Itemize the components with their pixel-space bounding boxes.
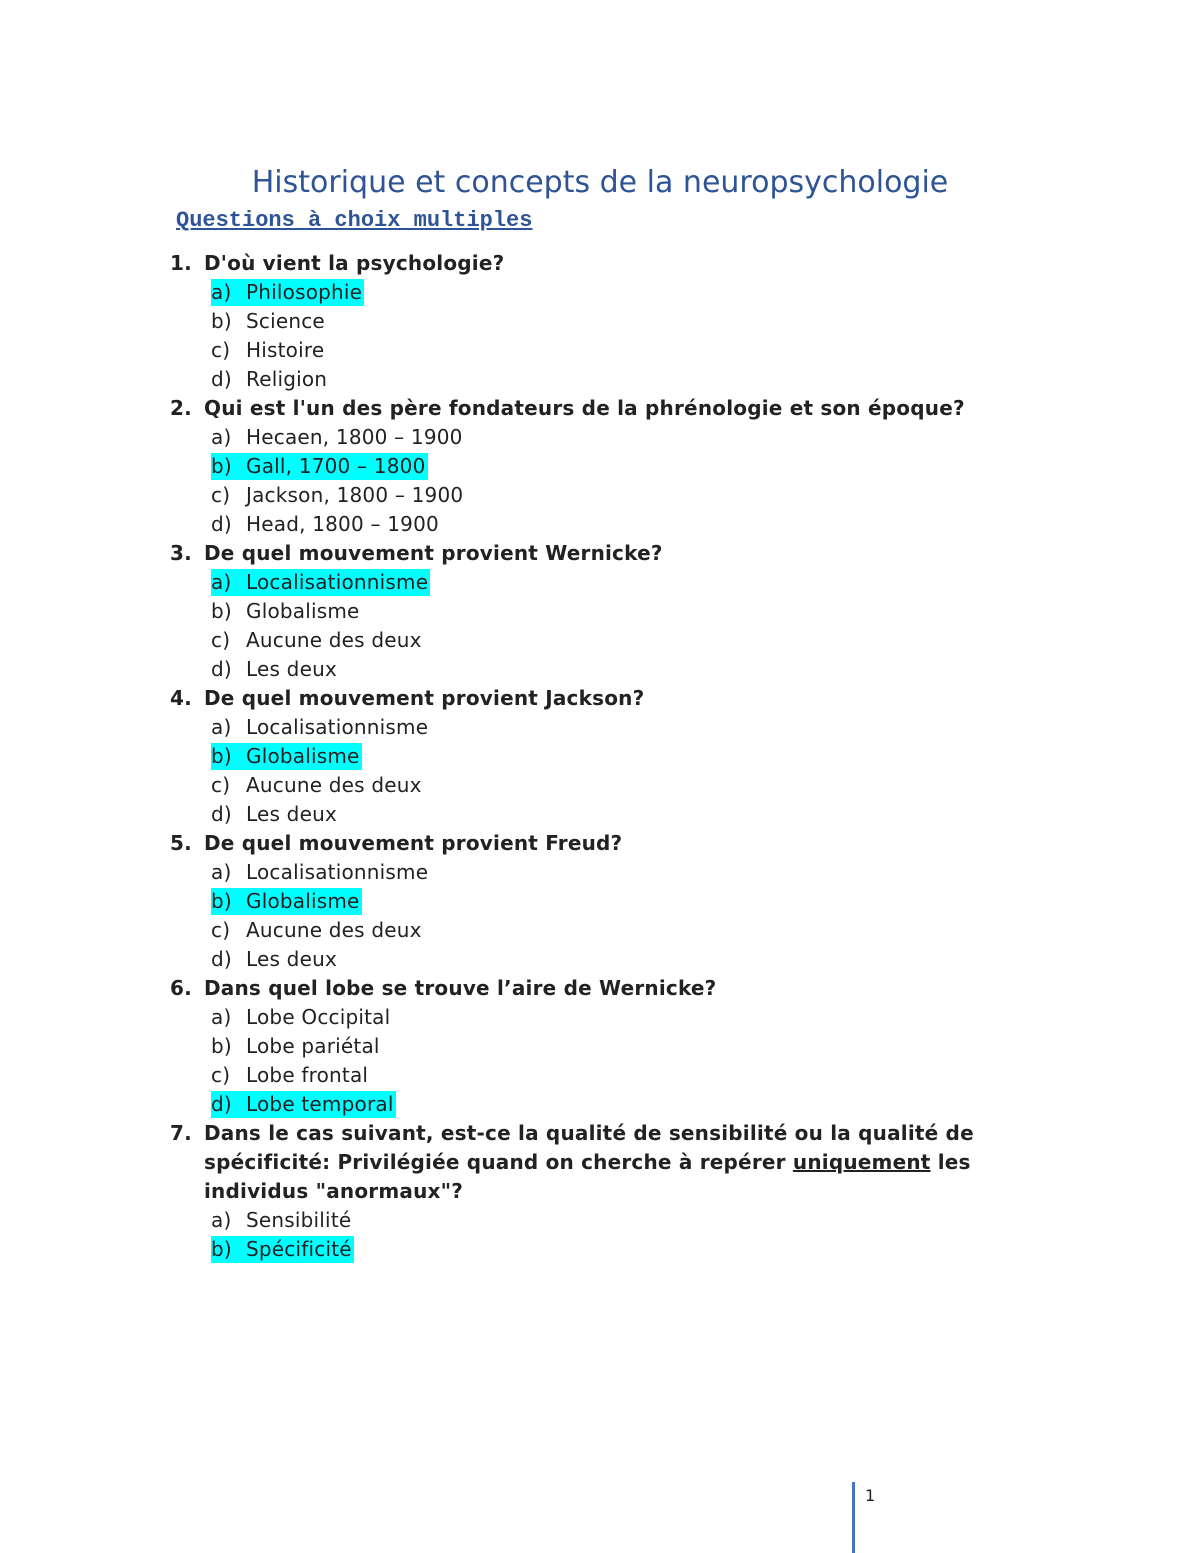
- question-item: [0, 829, 1200, 974]
- answer-text: [211, 482, 465, 509]
- answer-option: [0, 1061, 1200, 1090]
- option-letter: b): [211, 454, 232, 478]
- answer-text: [211, 627, 424, 654]
- answer-text: [211, 424, 465, 451]
- answer-text: [211, 917, 424, 944]
- answer-option: [0, 945, 1200, 974]
- option-label: Localisationnisme: [246, 570, 429, 594]
- answer-options: [0, 278, 1200, 394]
- question-label: Dans quel lobe se trouve l’aire de Wernicke?: [204, 976, 717, 1000]
- option-label: Philosophie: [246, 280, 363, 304]
- option-letter: b): [211, 889, 232, 913]
- answer-text: [211, 859, 430, 886]
- answer-option: [0, 1206, 1200, 1235]
- option-label: Localisationnisme: [246, 715, 429, 739]
- question-label: De quel mouvement provient Freud?: [204, 831, 623, 855]
- answer-text: [211, 366, 329, 393]
- question-text: [0, 1119, 1034, 1206]
- option-letter: c): [211, 338, 231, 362]
- question-number: 7.: [170, 1121, 192, 1145]
- question-number: 3.: [170, 541, 192, 565]
- option-letter: a): [211, 425, 232, 449]
- answer-text: [211, 714, 430, 741]
- answer-option: [0, 510, 1200, 539]
- footer-rule: [852, 1482, 855, 1553]
- option-letter: d): [211, 947, 232, 971]
- option-label: Religion: [246, 367, 328, 391]
- option-label: Lobe Occipital: [246, 1005, 391, 1029]
- option-label: Les deux: [246, 947, 337, 971]
- answer-option: [0, 336, 1200, 365]
- answer-text: [211, 656, 339, 683]
- question-label-end: les individus "anormaux"?: [204, 1150, 971, 1203]
- question-number: 1.: [170, 251, 192, 275]
- question-item: [0, 684, 1200, 829]
- question-label: D'où vient la psychologie?: [204, 251, 505, 275]
- highlighted-answer: [211, 1236, 354, 1263]
- option-letter: a): [211, 1005, 232, 1029]
- highlighted-answer: [211, 279, 364, 306]
- option-letter: d): [211, 657, 232, 681]
- option-label: Globalisme: [246, 889, 360, 913]
- option-label: Science: [246, 309, 325, 333]
- answer-text: [211, 1207, 353, 1234]
- answer-text: [211, 772, 424, 799]
- option-letter: a): [211, 1208, 232, 1232]
- answer-option: [0, 597, 1200, 626]
- option-letter: b): [211, 599, 232, 623]
- option-label: Les deux: [246, 802, 337, 826]
- option-label: Aucune des deux: [246, 918, 422, 942]
- option-label: Gall, 1700 – 1800: [246, 454, 426, 478]
- highlighted-answer: [211, 453, 428, 480]
- option-label: Aucune des deux: [246, 773, 422, 797]
- option-letter: a): [211, 860, 232, 884]
- option-label: Sensibilité: [246, 1208, 352, 1232]
- highlighted-answer: [211, 1091, 396, 1118]
- section-subtitle: Questions à choix multiples: [176, 208, 533, 233]
- highlighted-answer: [211, 888, 362, 915]
- option-label: Globalisme: [246, 744, 360, 768]
- answer-option-correct: [0, 1235, 1200, 1264]
- question-number: 4.: [170, 686, 192, 710]
- option-label: Les deux: [246, 657, 337, 681]
- answer-option: [0, 858, 1200, 887]
- question-text: [0, 974, 1034, 1003]
- answer-option-correct: [0, 742, 1200, 771]
- option-label: Head, 1800 – 1900: [246, 512, 439, 536]
- answer-options: [0, 568, 1200, 684]
- option-label: Lobe pariétal: [246, 1034, 380, 1058]
- question-item: [0, 394, 1200, 539]
- answer-option-correct: [0, 1090, 1200, 1119]
- answer-option: [0, 481, 1200, 510]
- option-letter: c): [211, 1063, 231, 1087]
- question-text: [0, 539, 1034, 568]
- answer-options: [0, 713, 1200, 829]
- option-letter: c): [211, 773, 231, 797]
- option-label: Localisationnisme: [246, 860, 429, 884]
- answer-option: [0, 1003, 1200, 1032]
- question-number: 6.: [170, 976, 192, 1000]
- option-letter: a): [211, 715, 232, 739]
- question-number: 2.: [170, 396, 192, 420]
- option-letter: b): [211, 309, 232, 333]
- answer-text: [211, 1033, 382, 1060]
- answer-text: [211, 801, 339, 828]
- option-letter: b): [211, 1034, 232, 1058]
- option-label: Histoire: [246, 338, 325, 362]
- answer-option: [0, 655, 1200, 684]
- answer-option-correct: [0, 887, 1200, 916]
- question-text: [0, 684, 1034, 713]
- answer-option: [0, 626, 1200, 655]
- option-letter: a): [211, 280, 232, 304]
- option-label: Lobe frontal: [246, 1063, 369, 1087]
- option-label: Hecaen, 1800 – 1900: [246, 425, 463, 449]
- option-label: Lobe temporal: [246, 1092, 394, 1116]
- answer-option: [0, 771, 1200, 800]
- question-text: [0, 394, 1034, 423]
- answer-text: [211, 946, 339, 973]
- option-letter: b): [211, 1237, 232, 1261]
- question-item: [0, 1119, 1200, 1264]
- option-label: Spécificité: [246, 1237, 352, 1261]
- option-label: Aucune des deux: [246, 628, 422, 652]
- option-letter: d): [211, 1092, 232, 1116]
- answer-option-correct: [0, 278, 1200, 307]
- question-label: De quel mouvement provient Wernicke?: [204, 541, 663, 565]
- answer-option-correct: [0, 568, 1200, 597]
- option-label: Jackson, 1800 – 1900: [246, 483, 464, 507]
- option-letter: b): [211, 744, 232, 768]
- answer-text: [211, 598, 362, 625]
- question-label: Qui est l'un des père fondateurs de la phrénologie et son époque?: [204, 396, 965, 420]
- question-label: De quel mouvement provient Jackson?: [204, 686, 645, 710]
- option-letter: c): [211, 483, 231, 507]
- option-letter: d): [211, 367, 232, 391]
- highlighted-answer: [211, 743, 362, 770]
- answer-text: [211, 511, 441, 538]
- answer-option: [0, 1032, 1200, 1061]
- option-letter: d): [211, 802, 232, 826]
- answer-text: [211, 1004, 392, 1031]
- question-emphasis: uniquement: [792, 1150, 931, 1174]
- page-title: Historique et concepts de la neuropsychologie: [251, 165, 949, 200]
- question-text: [0, 829, 1034, 858]
- answer-option: [0, 307, 1200, 336]
- option-letter: a): [211, 570, 232, 594]
- question-list: [0, 249, 1200, 1264]
- question-item: [0, 974, 1200, 1119]
- question-text: [0, 249, 1034, 278]
- answer-option: [0, 916, 1200, 945]
- page-number: 1: [865, 1486, 876, 1505]
- highlighted-answer: [211, 569, 430, 596]
- answer-text: [211, 308, 327, 335]
- answer-option: [0, 800, 1200, 829]
- option-letter: c): [211, 918, 231, 942]
- answer-options: [0, 423, 1200, 539]
- answer-options: [0, 858, 1200, 974]
- answer-option: [0, 423, 1200, 452]
- answer-options: [0, 1003, 1200, 1119]
- answer-text: [211, 1062, 370, 1089]
- answer-option: [0, 365, 1200, 394]
- question-label: Dans le cas suivant, est-ce la qualité de sensibilité ou la qualité de spécificité: Privilégiée quand on cherche à repérer: [204, 1121, 974, 1174]
- option-label: Globalisme: [246, 599, 360, 623]
- question-item: [0, 249, 1200, 394]
- option-letter: c): [211, 628, 231, 652]
- option-letter: d): [211, 512, 232, 536]
- answer-option: [0, 713, 1200, 742]
- answer-options: [0, 1206, 1200, 1264]
- question-item: [0, 539, 1200, 684]
- answer-text: [211, 337, 326, 364]
- answer-option-correct: [0, 452, 1200, 481]
- question-number: 5.: [170, 831, 192, 855]
